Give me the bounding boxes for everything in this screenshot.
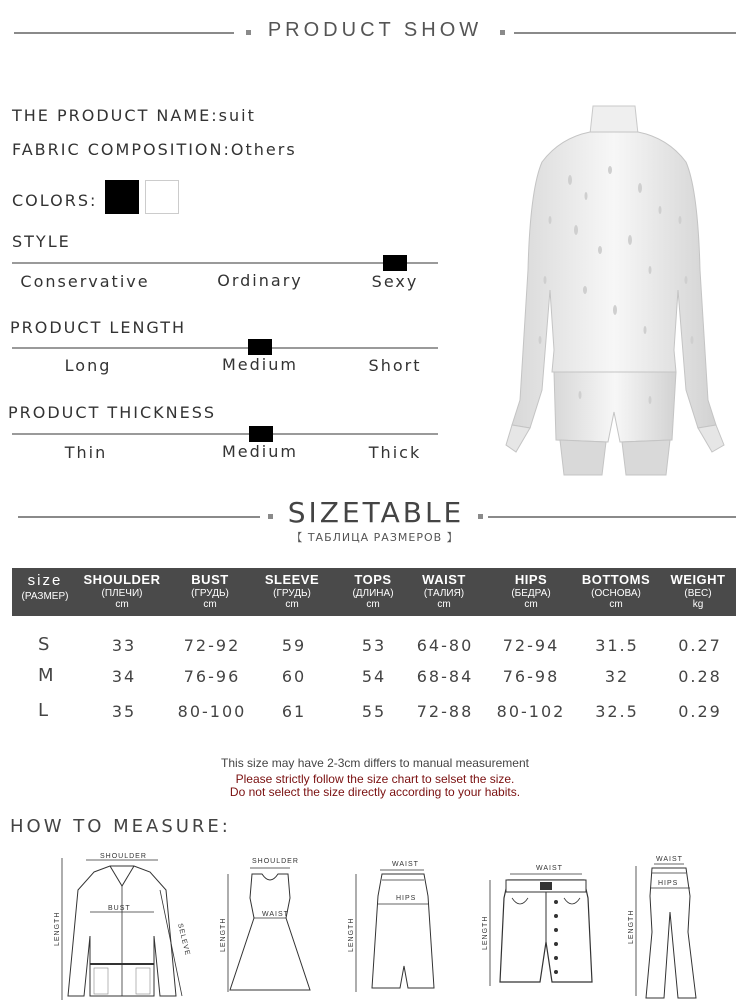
col-tops: TOPS (ДЛИНА) cm <box>352 572 394 610</box>
product-name-value: suit <box>218 106 256 125</box>
measurement-note: This size may have 2-3cm differs to manual measurement <box>221 756 529 770</box>
color-swatch-black[interactable] <box>105 180 139 214</box>
sizetable-subtitle: 【 ТАБЛИЦА РАЗМЕРОВ 】 <box>291 531 459 544</box>
color-swatch-white[interactable] <box>145 180 179 214</box>
table-row-size: S <box>38 634 50 655</box>
length-marker <box>248 339 272 355</box>
thickness-marker <box>249 426 273 442</box>
product-name-label: THE PRODUCT NAME: <box>12 106 219 125</box>
style-scale-line <box>12 262 438 264</box>
size-warning-1: Please strictly follow the size chart to selset the size. <box>235 772 515 786</box>
length-option-long: Long <box>64 356 112 375</box>
mannequin-hand-right <box>698 425 724 452</box>
size-warning-2: Do not select the size directly according to your habits. <box>229 785 521 799</box>
col-hips: HIPS (БЕДРА) cm <box>511 572 551 610</box>
thickness-option-thin: Thin <box>64 443 108 462</box>
sizetable-line-left <box>18 516 260 518</box>
col-waist: WAIST (ТАЛИЯ) cm <box>422 572 466 610</box>
table-cell: 33 <box>111 636 137 655</box>
style-option-conservative: Conservative <box>20 272 150 291</box>
table-cell: 59 <box>281 636 307 655</box>
table-cell: 32 <box>604 667 630 686</box>
dress-measure-diagram <box>216 852 322 1000</box>
sizetable-line-right <box>488 516 736 518</box>
fabric-composition <box>12 140 297 159</box>
shorts-garment <box>554 372 676 442</box>
table-cell: 32.5 <box>595 702 639 721</box>
table-cell: 0.27 <box>678 636 722 655</box>
jacket-length-label: LENGTH <box>54 911 61 946</box>
table-cell: 0.28 <box>678 667 722 686</box>
table-cell: 80-102 <box>496 702 566 721</box>
col-size: size (РАЗМЕР) <box>21 572 69 602</box>
header-line-right <box>514 32 736 34</box>
product-name <box>12 106 256 125</box>
sizetable-dot-right <box>478 514 483 519</box>
skirt-waist-label: WAIST <box>392 861 419 868</box>
table-cell: 68-84 <box>416 667 474 686</box>
pants-length-label: LENGTH <box>628 909 635 944</box>
jacket-sleeve-label: SELEVE <box>176 922 191 957</box>
jacket-shoulder-label: SHOULDER <box>100 853 147 860</box>
page-title: PRODUCT SHOW <box>267 19 483 41</box>
length-option-short: Short <box>368 356 422 375</box>
header-dot-left <box>246 30 251 35</box>
length-option-medium: Medium <box>222 355 298 374</box>
skirt-hips-label: HIPS <box>396 895 417 902</box>
length-title: PRODUCT LENGTH <box>10 318 187 337</box>
length-scale-line <box>12 347 438 349</box>
style-option-sexy: Sexy <box>371 272 419 291</box>
dress-length-label: LENGTH <box>220 917 227 952</box>
dress-shoulder-label: SHOULDER <box>252 858 299 865</box>
jacket-bust-label: BUST <box>108 905 131 912</box>
thickness-scale-line <box>12 433 438 435</box>
dress-waist-label: WAIST <box>262 911 289 918</box>
table-cell: 35 <box>111 702 137 721</box>
col-bust: BUST (ГРУДЬ) cm <box>191 572 229 610</box>
thickness-option-medium: Medium <box>222 442 298 461</box>
header-dot-right <box>500 30 505 35</box>
fabric-value: Others <box>230 140 297 159</box>
table-cell: 34 <box>111 667 137 686</box>
pants-measure-diagram <box>624 852 724 1000</box>
col-bottoms: BOTTOMS (ОСНОВА) cm <box>581 572 651 610</box>
shorts-waist-label: WAIST <box>536 865 563 872</box>
pants-hips-label: HIPS <box>658 880 679 887</box>
fabric-label: FABRIC COMPOSITION: <box>12 140 231 159</box>
skirt-length-label: LENGTH <box>348 917 355 952</box>
how-to-measure-title: HOW TO MEASURE: <box>10 816 231 837</box>
table-cell: 60 <box>281 667 307 686</box>
col-shoulder: SHOULDER (ПЛЕЧИ) cm <box>83 572 161 610</box>
product-photo <box>490 100 740 480</box>
table-cell: 61 <box>281 702 307 721</box>
table-cell: 80-100 <box>177 702 247 721</box>
table-row-size: L <box>38 700 49 721</box>
table-cell: 0.29 <box>678 702 722 721</box>
skirt-measure-diagram <box>344 856 444 996</box>
table-cell: 76-96 <box>183 667 241 686</box>
table-cell: 54 <box>361 667 387 686</box>
table-cell: 64-80 <box>416 636 474 655</box>
col-weight: WEIGHT (ВЕС) kg <box>670 572 726 610</box>
jacket-measure-diagram <box>50 846 200 1000</box>
thickness-title: PRODUCT THICKNESS <box>8 403 216 422</box>
thickness-option-thick: Thick <box>368 443 422 462</box>
pants-waist-label: WAIST <box>656 856 683 863</box>
shorts-measure-diagram <box>478 858 608 990</box>
mannequin-hand-left <box>506 425 530 452</box>
table-cell: 72-94 <box>502 636 560 655</box>
mannequin-legs <box>560 440 670 475</box>
table-row-size: M <box>38 665 54 686</box>
shorts-length-label: LENGTH <box>482 915 489 950</box>
header-line-left <box>14 32 234 34</box>
colors-label: COLORS: <box>12 191 98 210</box>
table-cell: 31.5 <box>595 636 639 655</box>
style-marker <box>383 255 407 271</box>
sizetable-dot-left <box>268 514 273 519</box>
style-title: STYLE <box>12 232 71 251</box>
table-cell: 53 <box>361 636 387 655</box>
size-table-header <box>12 568 736 616</box>
table-cell: 72-88 <box>416 702 474 721</box>
table-cell: 55 <box>361 702 387 721</box>
sizetable-title: SIZETABLE <box>287 496 465 529</box>
mannequin-neck <box>590 106 638 134</box>
table-cell: 76-98 <box>502 667 560 686</box>
style-option-ordinary: Ordinary <box>217 271 303 290</box>
col-sleeve: SLEEVE (ГРУДЬ) cm <box>264 572 320 610</box>
table-cell: 72-92 <box>183 636 241 655</box>
